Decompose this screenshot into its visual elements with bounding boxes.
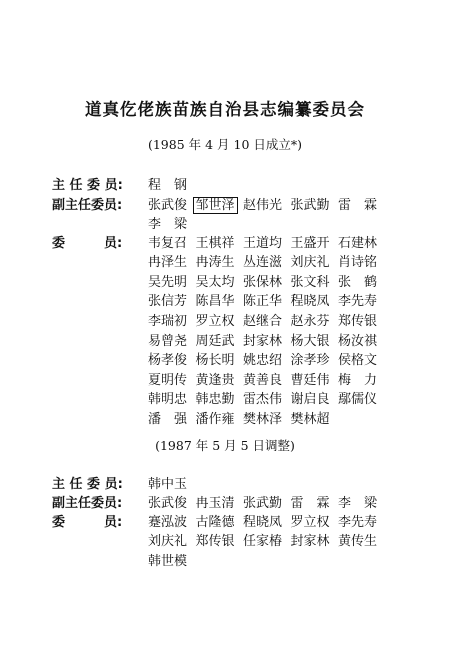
s1-member-name: 赵永芬 [290, 313, 330, 329]
s1-member-name: 赵继合 [243, 313, 283, 329]
s1-member-name: 石建林 [338, 235, 378, 251]
s1-member-name: 韦复召 [148, 235, 188, 251]
s1-member-name: 梅 力 [338, 372, 378, 388]
s2-member-name: 古隆德 [195, 514, 235, 530]
s1-member-name: 张文科 [290, 274, 330, 290]
s1-member-name: 黄善良 [243, 372, 283, 388]
s1-member-name: 杨大银 [290, 333, 330, 349]
s2-member-name: 封家林 [290, 534, 330, 549]
s1-member-name: 周廷武 [195, 333, 235, 349]
s1-member-name: 杨汝祺 [338, 333, 378, 349]
s1-member-name: 肖诗铭 [338, 255, 378, 271]
founding-date: (1985 年 4 月 10 日成立*) [147, 137, 303, 152]
s1-member-name: 陈正华 [243, 294, 283, 310]
s1-member-name: 丛连滋 [243, 255, 283, 271]
s2-member-name: 韩世模 [148, 553, 188, 569]
s1-vice-name: 赵伟光 [243, 197, 283, 213]
s2-vice-label: 副主任委员: [52, 495, 123, 511]
s2-member-name: 李先寿 [338, 514, 378, 530]
s1-member-name: 郑传银 [338, 313, 378, 329]
s1-member-name: 王盛开 [290, 235, 330, 251]
s1-member-name: 张信芳 [148, 294, 188, 310]
s1-member-name: 曹廷伟 [290, 372, 330, 388]
s2-vice-name: 冉玉清 [195, 495, 235, 511]
s1-director-label: 主 任 委 员: [52, 177, 123, 193]
s1-vice-name: 张武勤 [290, 197, 330, 213]
s1-member-name: 鄢儒仪 [338, 392, 378, 408]
s2-vice-name: 雷 霖 [290, 495, 330, 511]
s1-member-name: 樊林泽 [243, 411, 283, 427]
s1-member-name: 王棋祥 [195, 235, 235, 251]
s1-member-name: 潘 强 [148, 411, 188, 427]
s1-member-name: 夏明传 [148, 372, 188, 388]
s1-member-name: 黄逢贵 [195, 372, 235, 388]
s1-member-label: 委 员: [52, 235, 123, 251]
page-title: 道真仡佬族苗族自治县志编纂委员会 [85, 100, 365, 119]
s2-member-name: 罗立权 [290, 514, 330, 530]
s1-member-row [52, 406, 338, 428]
s1-member-name: 李先寿 [338, 294, 378, 310]
s2-member-name: 程晓凤 [243, 514, 283, 530]
s1-member-name: 刘庆礼 [290, 255, 330, 271]
s1-member-name: 吴太均 [195, 274, 235, 290]
s1-member-name: 潘作雍 [195, 411, 235, 427]
s1-member-name: 张保林 [243, 274, 283, 290]
s2-director-name: 韩中玉 [148, 476, 188, 492]
s1-member-name: 冉涛生 [195, 255, 235, 271]
s1-member-name: 谢启良 [290, 392, 330, 408]
s1-member-name: 杨孝俊 [148, 353, 188, 369]
s2-vice-name: 张武俊 [148, 495, 188, 511]
s2-member-name: 郑传银 [195, 534, 235, 549]
s2-member-name: 蹇泓波 [148, 514, 188, 530]
s1-member-name: 韩明忠 [148, 392, 188, 408]
s1-member-name: 杨长明 [195, 353, 235, 369]
s1-member-name: 姚忠绍 [243, 353, 283, 369]
s1-vice-name: 李 梁 [148, 216, 188, 232]
s1-vice-name: 张武俊 [148, 197, 188, 213]
s2-member-name: 黄传生 [338, 534, 378, 549]
s1-director-row [52, 172, 196, 194]
s2-member-row [52, 548, 196, 570]
s1-member-name: 吴先明 [148, 274, 188, 290]
s1-vice-name: 雷 霖 [338, 197, 378, 213]
s2-member-label: 委 员: [52, 514, 123, 530]
s1-member-name: 封家林 [243, 333, 283, 349]
s1-member-name: 侯格文 [338, 353, 378, 369]
s1-vice-name-boxed: 邹世泽 [193, 197, 238, 214]
s1-member-name: 程晓凤 [290, 294, 330, 310]
s1-director-name: 程 钢 [148, 177, 188, 193]
s1-member-name: 陈昌华 [195, 294, 235, 310]
s2-vice-name: 李 梁 [338, 495, 378, 511]
s1-member-name: 罗立权 [195, 313, 235, 329]
s1-member-name: 韩忠勤 [195, 392, 235, 408]
s1-member-name: 李瑞初 [148, 313, 188, 329]
s1-member-name: 易曾尧 [148, 333, 188, 349]
s2-member-name: 任家椿 [243, 534, 283, 549]
s1-member-name: 涂孝珍 [290, 353, 330, 369]
s1-member-name: 雷杰伟 [243, 392, 283, 408]
s2-director-label: 主 任 委 员: [52, 476, 123, 492]
adjustment-date: (1987 年 5 月 5 日调整) [155, 438, 295, 453]
s2-vice-name: 张武勤 [243, 495, 283, 511]
s2-member-name: 刘庆礼 [148, 534, 188, 549]
s1-member-name: 张 鹤 [338, 274, 378, 290]
s1-vice-label: 副主任委员: [52, 197, 123, 213]
s1-member-name: 冉泽生 [148, 255, 188, 271]
s1-member-name: 樊林超 [290, 411, 330, 427]
s1-member-name: 王道均 [243, 235, 283, 251]
